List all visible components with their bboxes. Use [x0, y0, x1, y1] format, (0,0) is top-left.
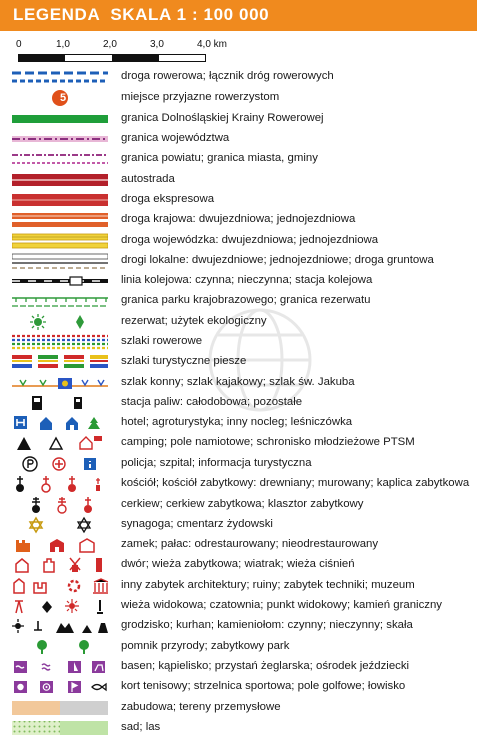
- synagogue-icons: [12, 516, 108, 534]
- legend-label: droga rowerowa; łącznik dróg rowerowych: [121, 70, 334, 82]
- legend-row-local-roads: [0, 251, 477, 271]
- reserve-symbols-icon: [12, 313, 108, 331]
- legend-label: granica parku krajobrazowego; granica rezerwatu: [121, 294, 371, 306]
- bike-road-symbol-icon: [12, 68, 108, 86]
- dkr-border-symbol-icon: [12, 110, 108, 128]
- scale-bar: [18, 54, 206, 62]
- legend-label: stacja paliw: całodobowa; pozostałe: [121, 396, 303, 408]
- legend-row-nature-monument: [0, 637, 477, 657]
- legend-row-tennis: [0, 677, 477, 697]
- legend-row-county: [0, 149, 477, 169]
- legend-label: drogi lokalne: dwujezdniowe; jednojezdniowe; droga gruntowa: [121, 254, 434, 266]
- legend-label: basen; kąpielisko; przystań żeglarska; ośrodek jeździecki: [121, 660, 410, 672]
- hillfort-quarry-rock-icons: [12, 617, 108, 635]
- legend-label: kort tenisowy; strzelnica sportowa; pole golfowe; łowisko: [121, 680, 406, 692]
- legend-row-monument: [0, 576, 477, 596]
- local-roads-symbol-icon: [12, 252, 108, 270]
- legend-row-buildup: [0, 698, 477, 718]
- park-border-symbol-icon: [12, 292, 108, 310]
- county-border-icon: [12, 150, 108, 168]
- legend-row-expressway: [0, 190, 477, 210]
- legend-row-manor: [0, 555, 477, 575]
- legend-label: szlak konny; szlak kajakowy; szlak św. Jakuba: [121, 376, 355, 388]
- expressway-symbol-icon: [12, 191, 108, 209]
- scale-tick-1: 1,0: [56, 39, 70, 50]
- buildup-industrial-swatch-icon: [12, 699, 108, 717]
- legend-row-railway: [0, 271, 477, 291]
- scale-tick-2: 2,0: [103, 39, 117, 50]
- tower-viewpoint-icons: [12, 597, 108, 615]
- voivodeship-border-icon: [12, 130, 108, 148]
- legend-row-synagogue: [0, 515, 477, 535]
- legend-title: LEGENDA SKALA 1 : 100 000: [13, 5, 270, 24]
- hiking-trails-symbol-icon: [12, 353, 108, 371]
- camping-icons: [12, 434, 108, 452]
- legend-label: hotel; agroturystyka; inny nocleg; leśniczówka: [121, 416, 353, 428]
- motorway-symbol-icon: [12, 171, 108, 189]
- legend-row-orchard: [0, 718, 477, 738]
- legend-row-camping: [0, 433, 477, 453]
- legend-row-lodging: [0, 413, 477, 433]
- legend-label: synagoga; cmentarz żydowski: [121, 518, 273, 530]
- scale-tick-0: 0: [16, 39, 22, 50]
- horse-kayak-trail-icon: [12, 374, 108, 392]
- legend-label: cerkiew; cerkiew zabytkowa; klasztor zabytkowy: [121, 498, 364, 510]
- legend-label: autostrada: [121, 173, 175, 185]
- regional-road-symbol-icon: [12, 232, 108, 250]
- orchard-forest-swatch-icon: [12, 719, 108, 737]
- legend-label: droga krajowa: dwujezdniowa; jednojezdniowa: [121, 213, 356, 225]
- legend-row-police: [0, 454, 477, 474]
- legend-label: wieża widokowa; czatownia; punkt widokowy; kamień graniczny: [121, 599, 442, 611]
- pool-beach-marina-riding-icons: [12, 658, 108, 676]
- church-icons: [12, 475, 108, 493]
- fuel-station-icons: [12, 394, 108, 412]
- legend-label: granica Dolnośląskiej Krainy Rowerowej: [121, 112, 324, 124]
- legend-label: sad; las: [121, 721, 161, 733]
- legend-row-dkr-border: [0, 109, 477, 129]
- legend-row-horse-kayak: [0, 373, 477, 393]
- legend-label: zabudowa; tereny przemysłowe: [121, 701, 281, 713]
- legend-row-viewpoint: [0, 596, 477, 616]
- legend-label: droga ekspresowa: [121, 193, 215, 205]
- legend-label: linia kolejowa: czynna; nieczynna; stacja kolejowa: [121, 274, 373, 286]
- legend-row-bike-friendly: [0, 88, 477, 108]
- scale-tick-3: 3,0: [150, 39, 164, 50]
- legend-row-church: [0, 474, 477, 494]
- legend-row-reserve: [0, 312, 477, 332]
- legend-label: pomnik przyrody; zabytkowy park: [121, 640, 290, 652]
- police-hospital-info-icons: [12, 455, 108, 473]
- railway-symbol-icon: [12, 272, 108, 290]
- nature-monument-park-icons: [12, 638, 108, 656]
- legend-label: rezerwat; użytek ekologiczny: [121, 315, 267, 327]
- legend-row-bike-trails: [0, 332, 477, 352]
- legend-label: camping; pole namiotowe; schronisko młodzieżowe PTSM: [121, 436, 415, 448]
- legend-label: grodzisko; kurhan; kamieniołom: czynny; nieczynny; skała: [121, 619, 413, 631]
- architecture-ruins-museum-icons: [12, 577, 108, 595]
- legend-row-voivodeship: [0, 129, 477, 149]
- legend-row-park-border: [0, 291, 477, 311]
- legend-row-fuel: [0, 393, 477, 413]
- legend-label: zamek; pałac: odrestaurowany; nieodrestaurowany: [121, 538, 379, 550]
- legend-label: szlaki turystyczne piesze: [121, 355, 247, 367]
- badge-number: 5: [59, 92, 67, 104]
- legend-label: droga wojewódzka: dwujezdniowa; jednojezdniowa: [121, 234, 379, 246]
- manor-tower-windmill-icons: [12, 556, 108, 574]
- legend-row-regional-road: [0, 231, 477, 251]
- legend-label: granica województwa: [121, 132, 230, 144]
- orthodox-church-icons: [12, 496, 108, 514]
- legend-label: granica powiatu; granica miasta, gminy: [121, 152, 318, 164]
- castle-palace-icons: [12, 536, 108, 554]
- lodging-icons: [12, 414, 108, 432]
- legend-row-castle: [0, 535, 477, 555]
- legend-row-motorway: [0, 170, 477, 190]
- legend-row-national-road: [0, 210, 477, 230]
- legend-label: miejsce przyjazne rowerzystom: [121, 91, 280, 103]
- legend-label: policja; szpital; informacja turystyczna: [121, 457, 312, 469]
- legend-label: dwór; wieża zabytkowa; wiatrak; wieża ciśnień: [121, 558, 355, 570]
- legend-label: szlaki rowerowe: [121, 335, 203, 347]
- legend-row-orthodox: [0, 495, 477, 515]
- legend-label: inny zabytek architektury; ruiny; zabytek techniki; muzeum: [121, 579, 415, 591]
- legend-label: kościół; kościół zabytkowy: drewniany; murowany; kaplica zabytkowa: [121, 477, 470, 489]
- legend-row-bike-road: [0, 67, 477, 87]
- bike-trails-symbol-icon: [12, 333, 108, 351]
- legend-row-hillfort: [0, 616, 477, 636]
- legend-header: [0, 0, 477, 31]
- tennis-shooting-golf-fishing-icons: [12, 678, 108, 696]
- legend-row-hiking-trails: [0, 352, 477, 372]
- legend-row-pool: [0, 657, 477, 677]
- national-road-symbol-icon: [12, 211, 108, 229]
- scale-tick-4: 4,0 km: [197, 39, 228, 50]
